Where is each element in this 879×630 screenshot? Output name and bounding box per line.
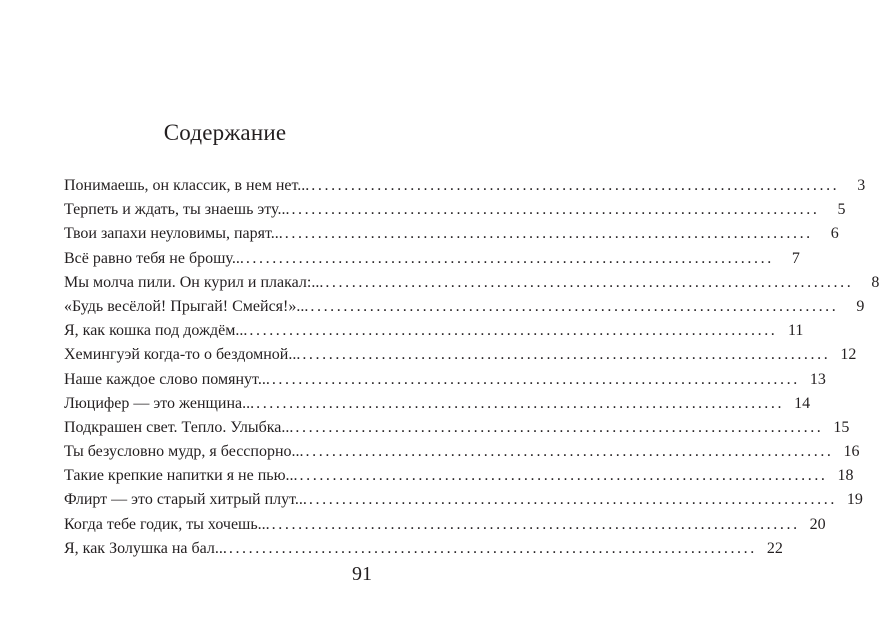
toc-entry	[64, 222, 839, 246]
toc-entry-title: Терпеть и ждать, ты знаешь эту...	[64, 201, 290, 219]
toc-entry-title: Мы молча пили. Он курил и плакал:...	[64, 273, 324, 291]
toc-entry-title: Наше каждое слово помянут...	[64, 370, 270, 388]
toc-entry-title: Флирт — это старый хитрый плут...	[64, 491, 307, 509]
toc-dot-leader: ................................................................................	[271, 515, 800, 533]
toc-dot-leader: ................................................................................	[311, 177, 840, 194]
toc-dot-leader: ................................................................................	[308, 491, 837, 509]
toc-entry-title: Ты безусловно мудр, я бесспорно...	[64, 443, 304, 461]
toc-entry-page: 16	[843, 443, 860, 461]
toc-entry-title: Такие крепкие напитки я не пью...	[64, 467, 298, 485]
toc-entry	[64, 198, 846, 222]
toc-dot-leader: ................................................................................	[325, 273, 854, 291]
toc-entry	[64, 416, 850, 440]
toc-entry-page: 14	[794, 394, 811, 412]
toc-entry-title: «Будь весёлой! Прыгай! Смейся!»...	[64, 297, 309, 315]
toc-entry-page: 6	[830, 225, 839, 243]
toc-entry-page: 11	[788, 322, 804, 340]
toc-entry-page: 9	[856, 297, 865, 315]
toc-entry-page: 3	[857, 177, 866, 194]
toc-dot-leader: ................................................................................	[245, 249, 774, 267]
toc-entry	[64, 271, 879, 295]
toc-entry-title: Твои запахи неуловимы, парят...	[64, 225, 283, 243]
toc-dot-leader: ................................................................................	[228, 539, 757, 557]
toc-entry-page: 15	[833, 418, 850, 436]
toc-dot-leader: ................................................................................	[305, 443, 834, 461]
toc-dot-leader: ................................................................................	[302, 346, 831, 364]
toc-entry-title: Я, как Золушка на бал...	[64, 539, 227, 557]
toc-dot-leader: ................................................................................	[291, 201, 820, 219]
toc-entry	[64, 174, 866, 198]
toc-entry-title: Понимаешь, он классик, в нем нет...	[64, 177, 310, 194]
toc-entry	[64, 488, 863, 512]
toc-dot-leader: ................................................................................	[256, 394, 785, 412]
page-number: 91	[352, 563, 372, 585]
toc-entry-page: 8	[871, 273, 879, 291]
toc-entry-page: 20	[809, 515, 826, 533]
toc-entry-page: 18	[837, 467, 854, 485]
toc-dot-leader: ................................................................................	[271, 370, 800, 388]
toc-entry	[64, 537, 783, 561]
toc-entry	[64, 464, 854, 488]
toc-entry-page: 12	[840, 346, 857, 364]
toc-entry	[64, 513, 826, 537]
toc-dot-leader: ................................................................................	[295, 418, 824, 436]
toc-entry	[64, 319, 804, 343]
toc-entry-page: 13	[809, 370, 826, 388]
toc-entry-title: Хемингуэй когда-то о бездомной...	[64, 346, 301, 364]
toc-entry-page: 7	[791, 249, 800, 267]
toc-entry	[64, 247, 800, 271]
toc-entry-title: Всё равно тебя не брошу...	[64, 249, 244, 267]
toc-entry	[64, 343, 857, 367]
table-of-contents	[64, 174, 879, 561]
toc-dot-leader: ................................................................................	[284, 225, 813, 243]
toc-entry	[64, 368, 826, 392]
toc-entry-page: 5	[837, 201, 846, 219]
toc-entry-title: Люцифер — это женщина...	[64, 394, 255, 412]
toc-entry-title: Подкрашен свет. Тепло. Улыбка...	[64, 418, 294, 436]
toc-entry-page: 22	[766, 539, 783, 557]
toc-dot-leader: ................................................................................	[310, 297, 839, 315]
toc-dot-leader: ................................................................................	[249, 322, 778, 340]
toc-dot-leader: ................................................................................	[299, 467, 828, 485]
toc-entry-title: Когда тебе годик, ты хочешь...	[64, 515, 270, 533]
toc-entry	[64, 392, 811, 416]
toc-entry	[64, 295, 865, 319]
toc-entry	[64, 440, 860, 464]
page-title: Содержание	[163, 120, 287, 145]
toc-entry-page: 19	[846, 491, 863, 509]
toc-entry-title: Я, как кошка под дождём...	[64, 322, 248, 340]
